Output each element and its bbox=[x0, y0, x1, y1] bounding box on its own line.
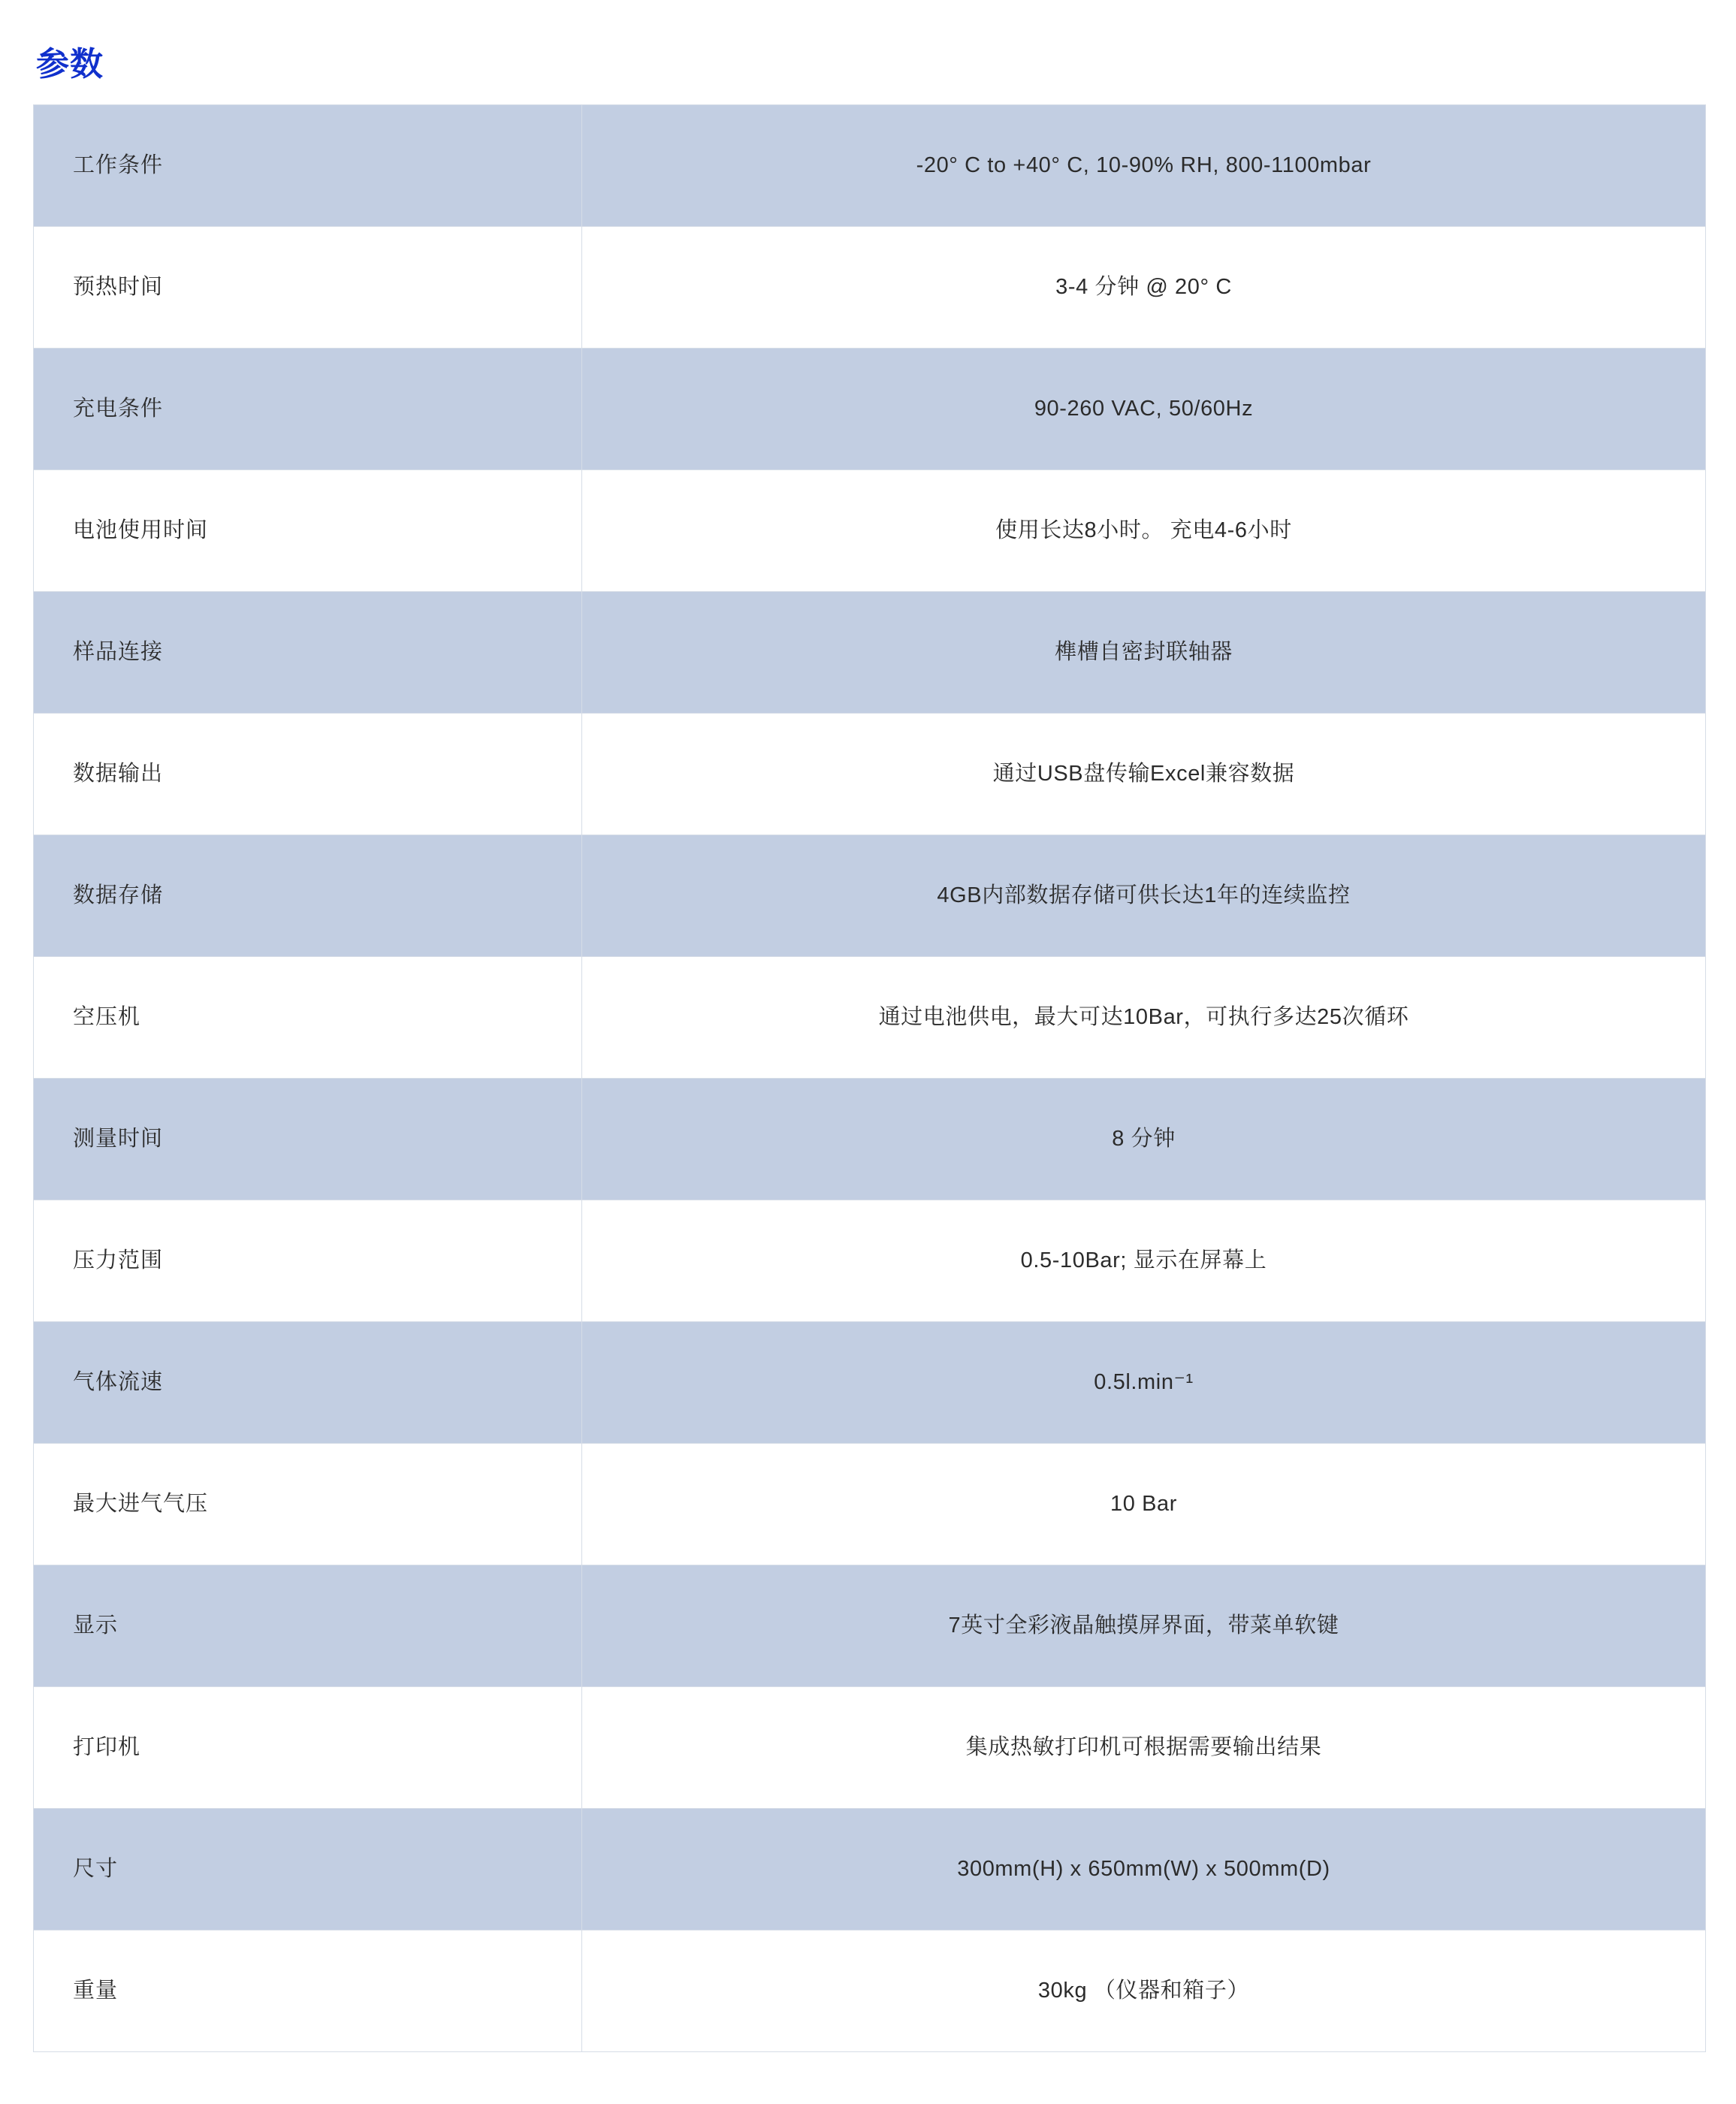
spec-label-cell: 预热时间 bbox=[34, 226, 582, 348]
spec-label-cell: 数据输出 bbox=[34, 713, 582, 835]
spec-value-cell: 使用长达8小时。 充电4-6小时 bbox=[582, 469, 1706, 591]
table-row bbox=[34, 591, 1706, 713]
specifications-table-body bbox=[34, 104, 1706, 2051]
spec-value-cell: 0.5-10Bar; 显示在屏幕上 bbox=[582, 1200, 1706, 1321]
spec-value-cell: 7英寸全彩液晶触摸屏界面，带菜单软键 bbox=[582, 1565, 1706, 1686]
table-row bbox=[34, 104, 1706, 226]
spec-value-cell: -20° C to +40° C, 10-90% RH, 800-1100mbar bbox=[582, 104, 1706, 226]
table-row bbox=[34, 713, 1706, 835]
spec-label-cell: 测量时间 bbox=[34, 1078, 582, 1200]
table-row bbox=[34, 1930, 1706, 2051]
spec-value-cell: 4GB内部数据存储可供长达1年的连续监控 bbox=[582, 835, 1706, 956]
spec-value-cell: 300mm(H) x 650mm(W) x 500mm(D) bbox=[582, 1808, 1706, 1930]
table-row bbox=[34, 226, 1706, 348]
spec-label-cell: 空压机 bbox=[34, 956, 582, 1078]
spec-value-cell: 10 Bar bbox=[582, 1443, 1706, 1565]
spec-value-cell: 90-260 VAC, 50/60Hz bbox=[582, 348, 1706, 469]
spec-value-cell: 集成热敏打印机可根据需要输出结果 bbox=[582, 1686, 1706, 1808]
table-row bbox=[34, 835, 1706, 956]
spec-value-cell: 30kg （仪器和箱子） bbox=[582, 1930, 1706, 2051]
spec-label-cell: 样品连接 bbox=[34, 591, 582, 713]
table-row bbox=[34, 1200, 1706, 1321]
table-row bbox=[34, 469, 1706, 591]
spec-label-cell: 重量 bbox=[34, 1930, 582, 2051]
spec-label-cell: 最大进气气压 bbox=[34, 1443, 582, 1565]
table-row bbox=[34, 1443, 1706, 1565]
spec-label-cell: 充电条件 bbox=[34, 348, 582, 469]
spec-label-cell: 打印机 bbox=[34, 1686, 582, 1808]
spec-value-cell: 通过电池供电，最大可达10Bar，可执行多达25次循环 bbox=[582, 956, 1706, 1078]
table-row bbox=[34, 956, 1706, 1078]
spec-label-cell: 尺寸 bbox=[34, 1808, 582, 1930]
table-row bbox=[34, 1686, 1706, 1808]
page-title: 参数 bbox=[36, 46, 104, 83]
spec-value-cell: 榫槽自密封联轴器 bbox=[582, 591, 1706, 713]
spec-value-cell: 0.5l.min⁻¹ bbox=[582, 1321, 1706, 1443]
spec-label-cell: 气体流速 bbox=[34, 1321, 582, 1443]
specifications-table bbox=[33, 104, 1706, 2052]
spec-value-cell: 8 分钟 bbox=[582, 1078, 1706, 1200]
spec-label-cell: 工作条件 bbox=[34, 104, 582, 226]
table-row bbox=[34, 1078, 1706, 1200]
table-row bbox=[34, 1808, 1706, 1930]
spec-label-cell: 电池使用时间 bbox=[34, 469, 582, 591]
table-row bbox=[34, 1565, 1706, 1686]
spec-value-cell: 3-4 分钟 @ 20° C bbox=[582, 226, 1706, 348]
spec-label-cell: 压力范围 bbox=[34, 1200, 582, 1321]
spec-value-cell: 通过USB盘传输Excel兼容数据 bbox=[582, 713, 1706, 835]
spec-label-cell: 数据存储 bbox=[34, 835, 582, 956]
table-row bbox=[34, 1321, 1706, 1443]
spec-label-cell: 显示 bbox=[34, 1565, 582, 1686]
table-row bbox=[34, 348, 1706, 469]
